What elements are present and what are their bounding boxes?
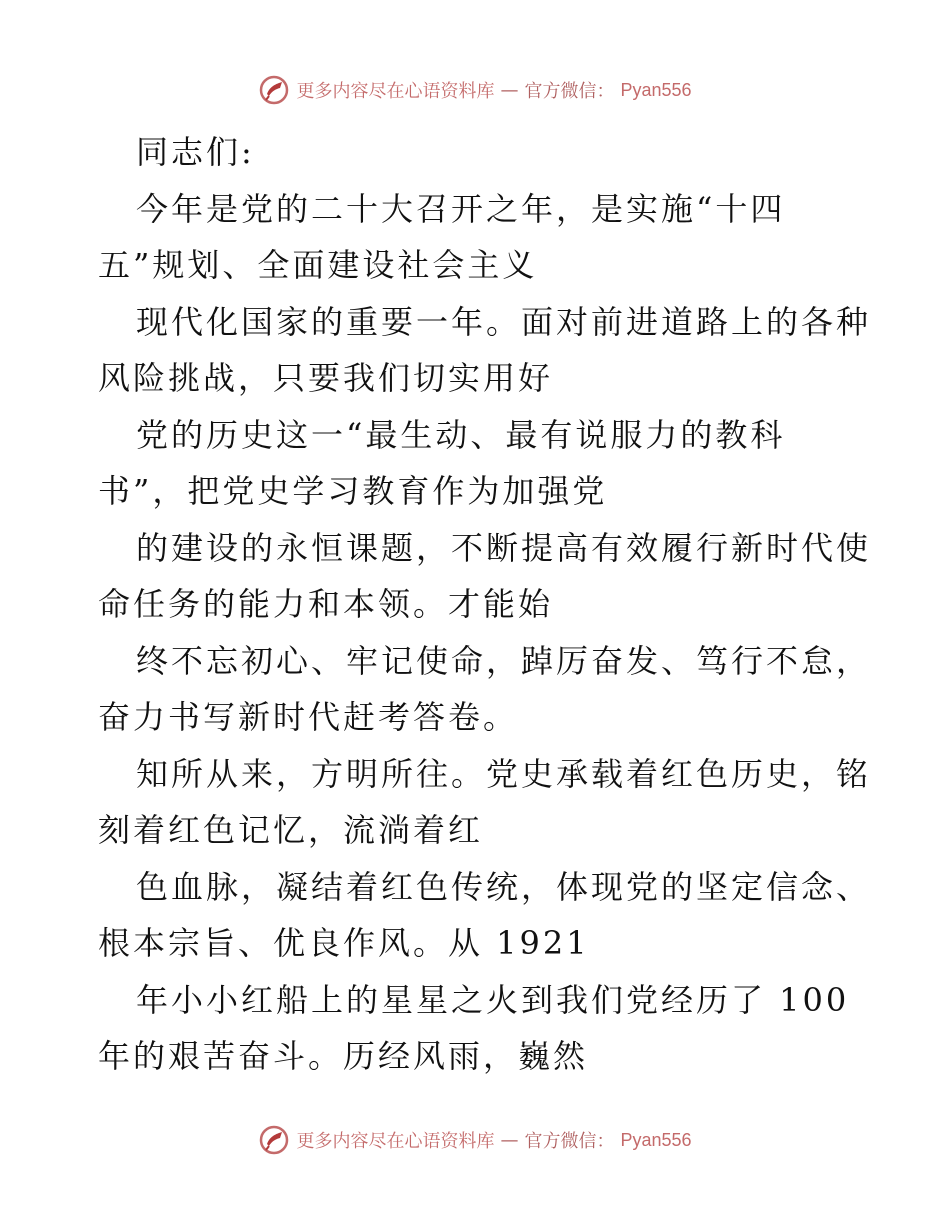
text-line: 年小小红船上的星星之火到我们党经历了 100 — [136, 980, 850, 1019]
banner-id-text: Pyan556 — [620, 1129, 692, 1150]
banner-main-text: 更多内容尽在心语资料库 — [296, 1131, 495, 1152]
text-line: 的建设的永恒课题，不断提高有效履行新时代使 — [136, 528, 872, 567]
text-line: 根本宗旨、优良作风。从 1921 — [98, 924, 590, 962]
text-line: 书”，把党史学习教育作为加强党 — [98, 472, 608, 510]
text-line: 命任务的能力和本领。才能始 — [98, 585, 554, 623]
text-line: 党的历史这一“最生动、最有说服力的教科 — [136, 415, 786, 454]
banner-dash: — — [500, 79, 519, 101]
text-line: 色血脉，凝结着红色传统，体现党的坚定信念、 — [136, 867, 872, 906]
footer-watermark-banner — [0, 1120, 950, 1160]
text-line: 今年是党的二十大召开之年，是实施“十四 — [136, 189, 786, 228]
text-line: 刻着红色记忆，流淌着红 — [98, 811, 484, 849]
text-line: 现代化国家的重要一年。面对前进道路上的各种 — [136, 302, 872, 341]
banner-dash: — — [500, 1129, 519, 1151]
text-line: 奋力书写新时代赶考答卷。 — [98, 698, 519, 736]
document-body — [98, 124, 872, 1085]
text-line: 风险挑战，只要我们切实用好 — [98, 359, 554, 397]
text-line: 终不忘初心、牢记使命，踔厉奋发、笃行不怠， — [136, 641, 872, 680]
text-line: 五”规划、全面建设社会主义 — [98, 246, 538, 284]
text-line: 知所从来，方明所往。党史承载着红色历史，铭 — [136, 754, 872, 793]
book-logo-icon — [258, 74, 290, 106]
banner-sub-text: 官方微信： — [524, 81, 615, 102]
book-logo-icon — [258, 1124, 290, 1156]
banner-sub-text: 官方微信： — [524, 1131, 615, 1152]
text-line: 同志们: — [136, 133, 255, 171]
text-line: 年的艰苦奋斗。历经风雨，巍然 — [98, 1037, 589, 1075]
banner-id-text: Pyan556 — [620, 79, 692, 100]
header-watermark-banner — [0, 70, 950, 110]
banner-main-text: 更多内容尽在心语资料库 — [296, 81, 495, 102]
